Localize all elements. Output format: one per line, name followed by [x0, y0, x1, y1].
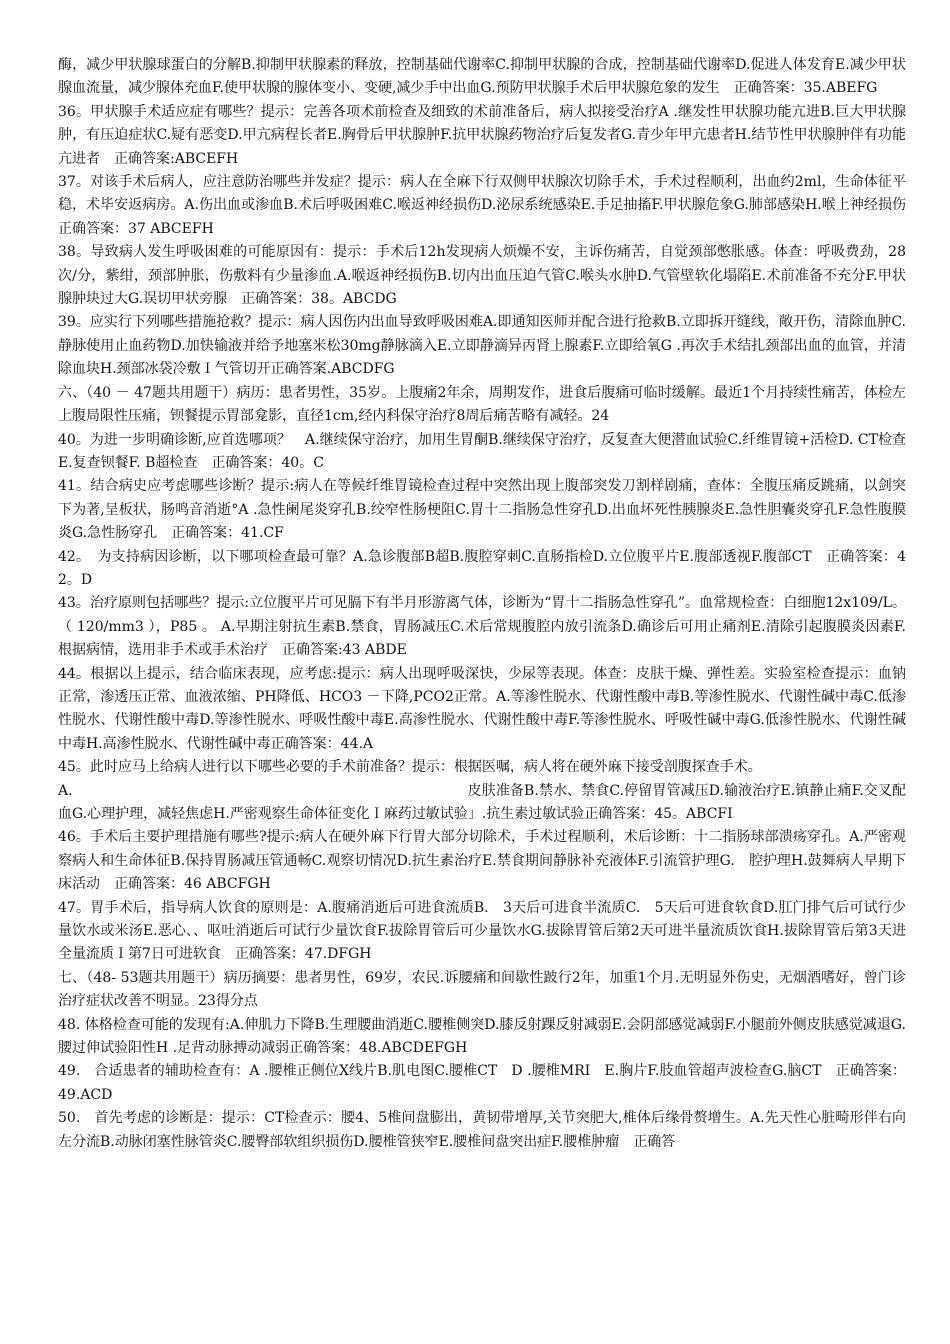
paragraph-q46: 46。手术后主要护理措施有哪些?提示:病人在硬外麻下行胃大部分切除术，手术过程顺利，术后诊断：十二指肠球部溃疡穿孔。A.严密观察病人和生命体征B.保持胃肠减压管通畅C.观察切情况D.抗生素治疗E.禁食期间静脉补充液体F.引流管护理G. 腔护理H.鼓舞病人早期下床活动 正确答案：46 ABCFGH: [58, 829, 906, 893]
paragraph-q42: 42。 为支持病因诊断，以下哪项检查最可靠？A.急诊腹部B超B.腹腔穿刺C.直肠指检D.立位腹平片E.腹部透视F.腹部CT 正确答案：42。D: [58, 548, 906, 588]
paragraph-q39: 39。应实行下列哪些措施抢救？提示：病人因伤内出血导致呼吸困难A.即通知医师并配合进行抢救B.立即拆开缝线，敞开伤，清除血肿C.静脉使用止血药物D.加快输液并给予地塞米松30mg静脉滴入E.立即静滴异丙肾上腺素F.立即给氧G .再次手术结扎颈部出血的血管，并清除血块H.颈部冰袋冷敷Ｉ气管切开正确答案.ABCDFG: [58, 314, 906, 378]
paragraph-q38: 38。导致病人发生呼吸困难的可能原因有：提示：手术后12h发现病人烦燥不安，主诉伤痛苦，自觉颈部憋胀感。体查：呼吸费劲，28次/分，紫绀，颈部肿胀，伤敷料有少量渗血.A.喉返神经损伤B.切内出血压迫气管C.喉头水肿D.气管壁软化塌陷E.术前准备不充分F.甲状腺肿块过大G.误切甲状旁腺 正确答案：38。ABCDG: [58, 244, 906, 308]
paragraph-q35-options: 酶，减少甲状腺球蛋白的分解B.抑制甲状腺素的释放，控制基础代谢率C.抑制甲状腺的合成，控制基础代谢率D.促进人体发育E.减少甲状腺血流量，减少腺体充血F.使甲状腺的腺体变小、变硬,减少手中出血G.预防甲状腺手术后甲状腺危象的发生 正确答案：35.ABEFG: [58, 57, 906, 97]
paragraph-q50: 50. 首先考虑的诊断是：提示：CT检查示：腰4、5椎间盘膨出，黄韧带增厚,关节突肥大,椎体后缘骨赘增生。A.先天性心脏畸形伴右向左分流B.动脉闭塞性脉管炎C.腰臀部软组织损伤D.腰椎管狭窄E.腰椎间盘突出症F.腰椎肿瘤 正确答: [58, 1110, 906, 1150]
paragraph-q44: 44。根据以上提示，结合临床表现，应考虑:提示：病人出现呼吸深快，少尿等表现。体查：皮肤干燥、弹性差。实验室检查提示：血钠正常，渗透压正常、血液浓缩、PH降低、HCO3 －下降,PCO2正常。A.等渗性脱水、代谢性酸中毒B.等渗性脱水、代谢性碱中毒C.低渗性脱水、代谢性酸中毒D.等渗性脱水、呼吸性酸中毒E.高渗性脱水、代谢性酸中毒F.等渗性脱水、呼吸性碱中毒G.低渗性脱水、代谢性碱中毒H.高渗性脱水、代谢性碱中毒正确答案：44.A: [58, 665, 906, 752]
section-heading-seven: 七、（48- 53题共用题干）病历摘要：患者男性，69岁，农民.诉腰痛和间歇性跛行2年，加重1个月.无明显外伤史，无烟酒嗜好，曾门诊治疗症状改善不明显。23得分点: [58, 969, 906, 1010]
paragraph-q45-options: A. 皮肤准备B.禁水、禁食C.停留胃管减压D.输液治疗E.镇静止痛F.交叉配血G.心理护理，减轻焦虑H.严密观察生命体征变化Ｉ麻药过敏试验」.抗生素过敏试验正确答案：45。ABCFI: [58, 782, 906, 822]
paragraph-q48: 48. 体格检查可能的发现有:A.伸肌力下降B.生理腰曲消逝C.腰椎侧突D.膝反射踝反射减弱E.会阴部感觉减弱F.小腿前外侧皮肤感觉减退G.腰过伸试验阳性H .足背动脉搏动减弱正确答案：48.ABCDEFGH: [58, 1016, 906, 1057]
paragraph-q47: 47。胃手术后，指导病人饮食的原则是：A.腹痛消逝后可进食流质B. 3天后可进食半流质C. 5天后可进食软食D.肛门排气后可试行少量饮水或米汤E.恶心、、呕吐消逝后可试行少量饮食F.拔除胃管后可少量饮水G.拔除胃管后第2天可进半量流质饮食H.拔除胃管后第3天进全量流质Ｉ第7日可进软食 正确答案：47.DFGH: [58, 899, 906, 963]
paragraph-q45: 45。此时应马上给病人进行以下哪些必要的手术前准备？提示：根据医嘱，病人将在硬外麻下接受剖腹探查手术。: [58, 759, 762, 776]
paragraph-q36: 36。甲状腺手术适应症有哪些？提示：完善各项术前检查及细致的术前准备后，病人拟接受治疗A .继发性甲状腺功能亢进B.巨大甲状腺肿，有压迫症状C.疑有恶变D.甲亢病程长者E.胸骨后甲状腺肿F.抗甲状腺药物治疗后复发者G.青少年甲亢患者H.结节性甲状腺肿伴有功能亢进者 正确答案:ABCEFH: [58, 103, 906, 167]
paragraph-q40: 40。为进一步明确诊断,应首选哪项？ A.继续保守治疗，加用生胃酮B.继续保守治疗，反复查大便潜血试验C.纤维胃镜+活检D. CT检查E.复查钡餐F. B超检查 正确答案：40。C: [58, 431, 906, 471]
paragraph-q49: 49. 合适患者的辅助检查有：A .腰椎正侧位X线片B.肌电图C.腰椎CT D .腰椎MRI E.胸片F.肢血管超声波检查G.脑CT 正确答案：49.ACD: [58, 1063, 906, 1103]
paragraph-q43: 43。治疗原则包括哪些？提示:立位腹平片可见膈下有半月形游离气体，诊断为“胃十二指肠急性穿孔”。血常规检查：白细胞12x109/L。（ 120/mm3 ），P85 。 A.早期注射抗生素B.禁食，胃肠减压C.术后常规腹腔内放引流条D.确诊后可用止痛剂E.清除引起腹膜炎因素F.根据病情，选用非手术或手术治疗 正确答案:43 ABDE: [58, 595, 906, 659]
section-heading-six: 六、（40 － 47题共用题干）病历：患者男性，35岁。上腹痛2年余，周期发作，进食后腹痛可临时缓解。最近1个月持续性痛苦，体检左上腹局限性压痛，钡餐提示胃部龛影，直径1cm,经内科保守治疗8周后痛苦略有减轻。24: [58, 384, 906, 425]
paragraph-q37: 37。对该手术后病人，应注意防治哪些并发症？提示：病人在全麻下行双侧甲状腺次切除手术，手术过程顺利，出血约2ml，生命体征平稳，术毕安返病房。A.伤出血或渗血B.术后呼吸困难C.喉返神经损伤D.泌尿系统感染E.手足抽搐F.甲状腺危象G.肺部感染H.喉上神经损伤 正确答案：37 ABCEFH: [58, 174, 920, 237]
paragraph-q41: 41。结合病史应考虑哪些诊断？提示:病人在等候纤维胃镜检查过程中突然出现上腹部突发刀割样剧痛，查体：全腹压痛反跳痛，以剑突下为著,呈板状，肠鸣音消逝°A .急性阑尾炎穿孔B.绞窄性肠梗阻C.胃十二指肠急性穿孔D.出血坏死性胰腺炎E.急性胆囊炎穿孔F.急性腹膜炎G.急性肠穿孔 正确答案：41.CF: [58, 478, 906, 542]
